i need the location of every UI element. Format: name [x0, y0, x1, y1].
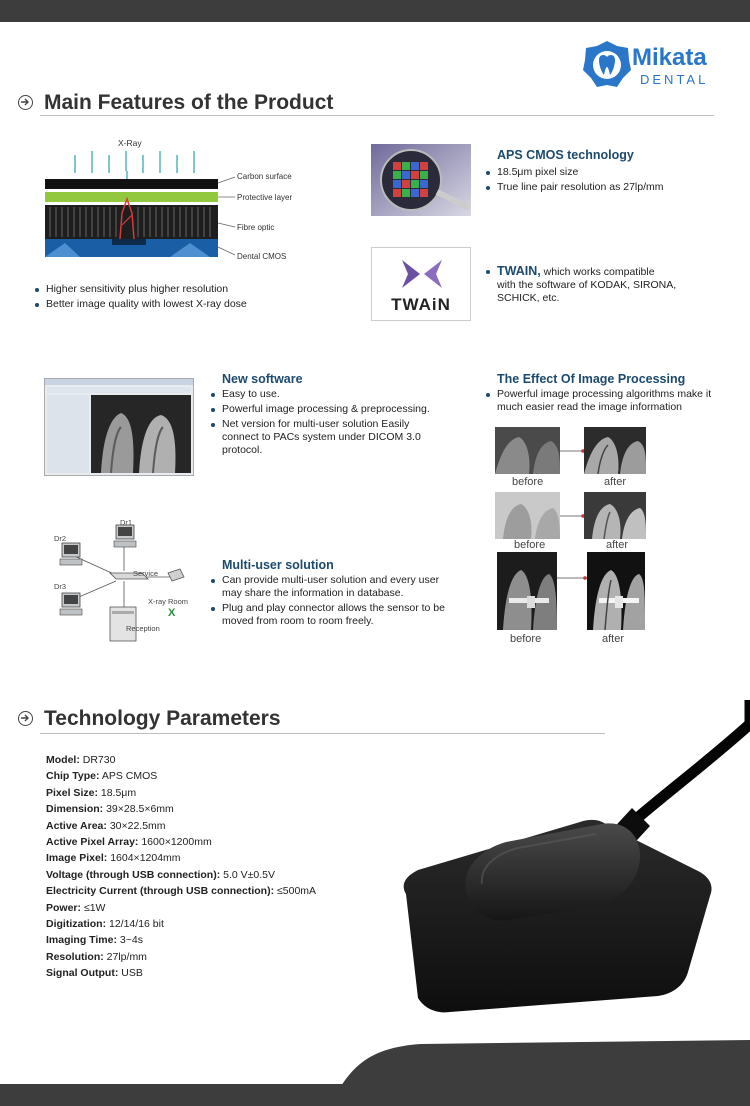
twain-logo: [371, 247, 471, 321]
before-image-3: [497, 552, 557, 630]
software-heading: New software: [222, 372, 303, 386]
xray-label: X-Ray: [118, 138, 142, 148]
screenshot-titlebar: [45, 379, 193, 385]
list-item: Powerful image processing & preprocessing.: [210, 403, 445, 416]
screenshot-toolbar: [47, 387, 191, 393]
effect-heading: The Effect Of Image Processing: [497, 372, 686, 386]
sensor-bullets: [34, 283, 314, 313]
layer-label-carbon: Carbon surface: [237, 172, 292, 181]
layer-label-fibre: Fibre optic: [237, 223, 275, 232]
after-caption: after: [604, 476, 627, 488]
twain-text: [485, 265, 735, 305]
before-caption: before: [514, 539, 546, 551]
list-item: Net version for multi-user solution Easily connect to PACs system under DICOM 3.0 protocol.: [210, 418, 445, 457]
aps-bullets: [485, 166, 735, 196]
param-row: Signal Output: USB: [46, 967, 143, 980]
twain-line2: with the software of KODAK, SIRONA,: [497, 279, 677, 291]
after-image-3: [587, 552, 645, 630]
list-item: Better image quality with lowest X-ray dose: [34, 298, 314, 311]
multiuser-heading: Multi-user solution: [222, 558, 334, 572]
parameter-list: [46, 752, 386, 982]
sensor-product-image: [370, 700, 750, 1020]
param-row: Power: ≤1W: [46, 901, 106, 914]
arrow-circle-icon: [18, 711, 33, 726]
network-label-reception: Reception: [126, 624, 160, 633]
software-bullets: [210, 388, 445, 459]
param-row: Digitization: 12/14/16 bit: [46, 918, 164, 931]
arrow-connector: [560, 514, 584, 518]
network-label-dr2: Dr2: [54, 534, 67, 543]
section-title-technology: Technology Parameters: [44, 707, 281, 730]
twain-arrows-icon: [372, 250, 472, 296]
arrow-connector: [560, 449, 584, 453]
multiuser-bullets: [210, 574, 455, 630]
twain-line3: SCHICK, etc.: [497, 292, 560, 304]
param-row: Resolution: 27lp/mm: [46, 950, 147, 963]
list-item: Can provide multi-user solution and every user may share the information in database.: [210, 574, 455, 600]
network-label-xray-room: X-ray Room: [148, 597, 189, 606]
after-image-1: [584, 427, 646, 474]
section-title-features: Main Features of the Product: [44, 91, 334, 114]
bottom-wave: [0, 1020, 750, 1106]
before-image-1: [495, 427, 560, 474]
brand-name: Mikata: [632, 44, 707, 71]
param-row: Model: DR730: [46, 754, 116, 766]
network-label-service: Service: [133, 569, 159, 578]
before-image-2: [495, 492, 560, 539]
arrow-circle-icon: [18, 95, 33, 110]
screenshot-xray: [91, 395, 191, 473]
after-caption: after: [602, 633, 625, 645]
after-image-2: [584, 492, 646, 539]
list-item: Easy to use.: [210, 388, 445, 401]
brand-logo-icon: [582, 40, 632, 90]
screenshot-sidepanel: [47, 395, 89, 473]
aps-cmos-image: [371, 144, 471, 216]
list-item: Plug and play connector allows the sensor to be moved from room to room freely.: [210, 602, 455, 628]
top-bar: [0, 0, 750, 22]
layer-label-protective: Protective layer: [237, 193, 293, 202]
layer-label-cmos: Dental CMOS: [237, 252, 287, 261]
effect-bullets: [485, 388, 730, 416]
param-row: Electricity Current (through USB connection): ≤500mA: [46, 885, 317, 898]
network-x-mark: X: [168, 607, 176, 619]
param-row: Voltage (through USB connection): 5.0 V±0.5V: [46, 868, 276, 881]
twain-logo-text: TWAiN: [391, 295, 451, 314]
list-item: Higher sensitivity plus higher resolution: [34, 283, 314, 296]
after-caption: after: [606, 539, 629, 551]
network-label-dr3: Dr3: [54, 582, 67, 591]
list-item: 18.5μm pixel size: [485, 166, 735, 179]
param-row: Active Pixel Array: 1600×1200mm: [46, 836, 212, 849]
param-row: Pixel Size: 18.5μm: [46, 786, 137, 799]
param-row: Active Area: 30×22.5mm: [46, 819, 166, 832]
twain-desc: which works compatible: [540, 266, 655, 278]
before-caption: before: [512, 476, 544, 488]
brand-sub: DENTAL: [640, 72, 709, 87]
param-row: Imaging Time: 3~4s: [46, 934, 143, 947]
network-label-dr1: Dr1: [120, 518, 133, 527]
param-row: Image Pixel: 1604×1204mm: [46, 852, 181, 865]
arrow-connector: [557, 576, 587, 580]
twain-heading: TWAIN,: [497, 264, 541, 278]
section-divider: [40, 115, 714, 116]
list-item: True line pair resolution as 27lp/mm: [485, 181, 735, 194]
aps-heading: APS CMOS technology: [497, 148, 634, 162]
param-row: Dimension: 39×28.5×6mm: [46, 803, 174, 816]
software-screenshot: [44, 378, 194, 476]
list-item: Powerful image processing algorithms make it much easier read the image information: [485, 388, 730, 414]
param-row: Chip Type: APS CMOS: [46, 770, 158, 783]
before-caption: before: [510, 633, 542, 645]
